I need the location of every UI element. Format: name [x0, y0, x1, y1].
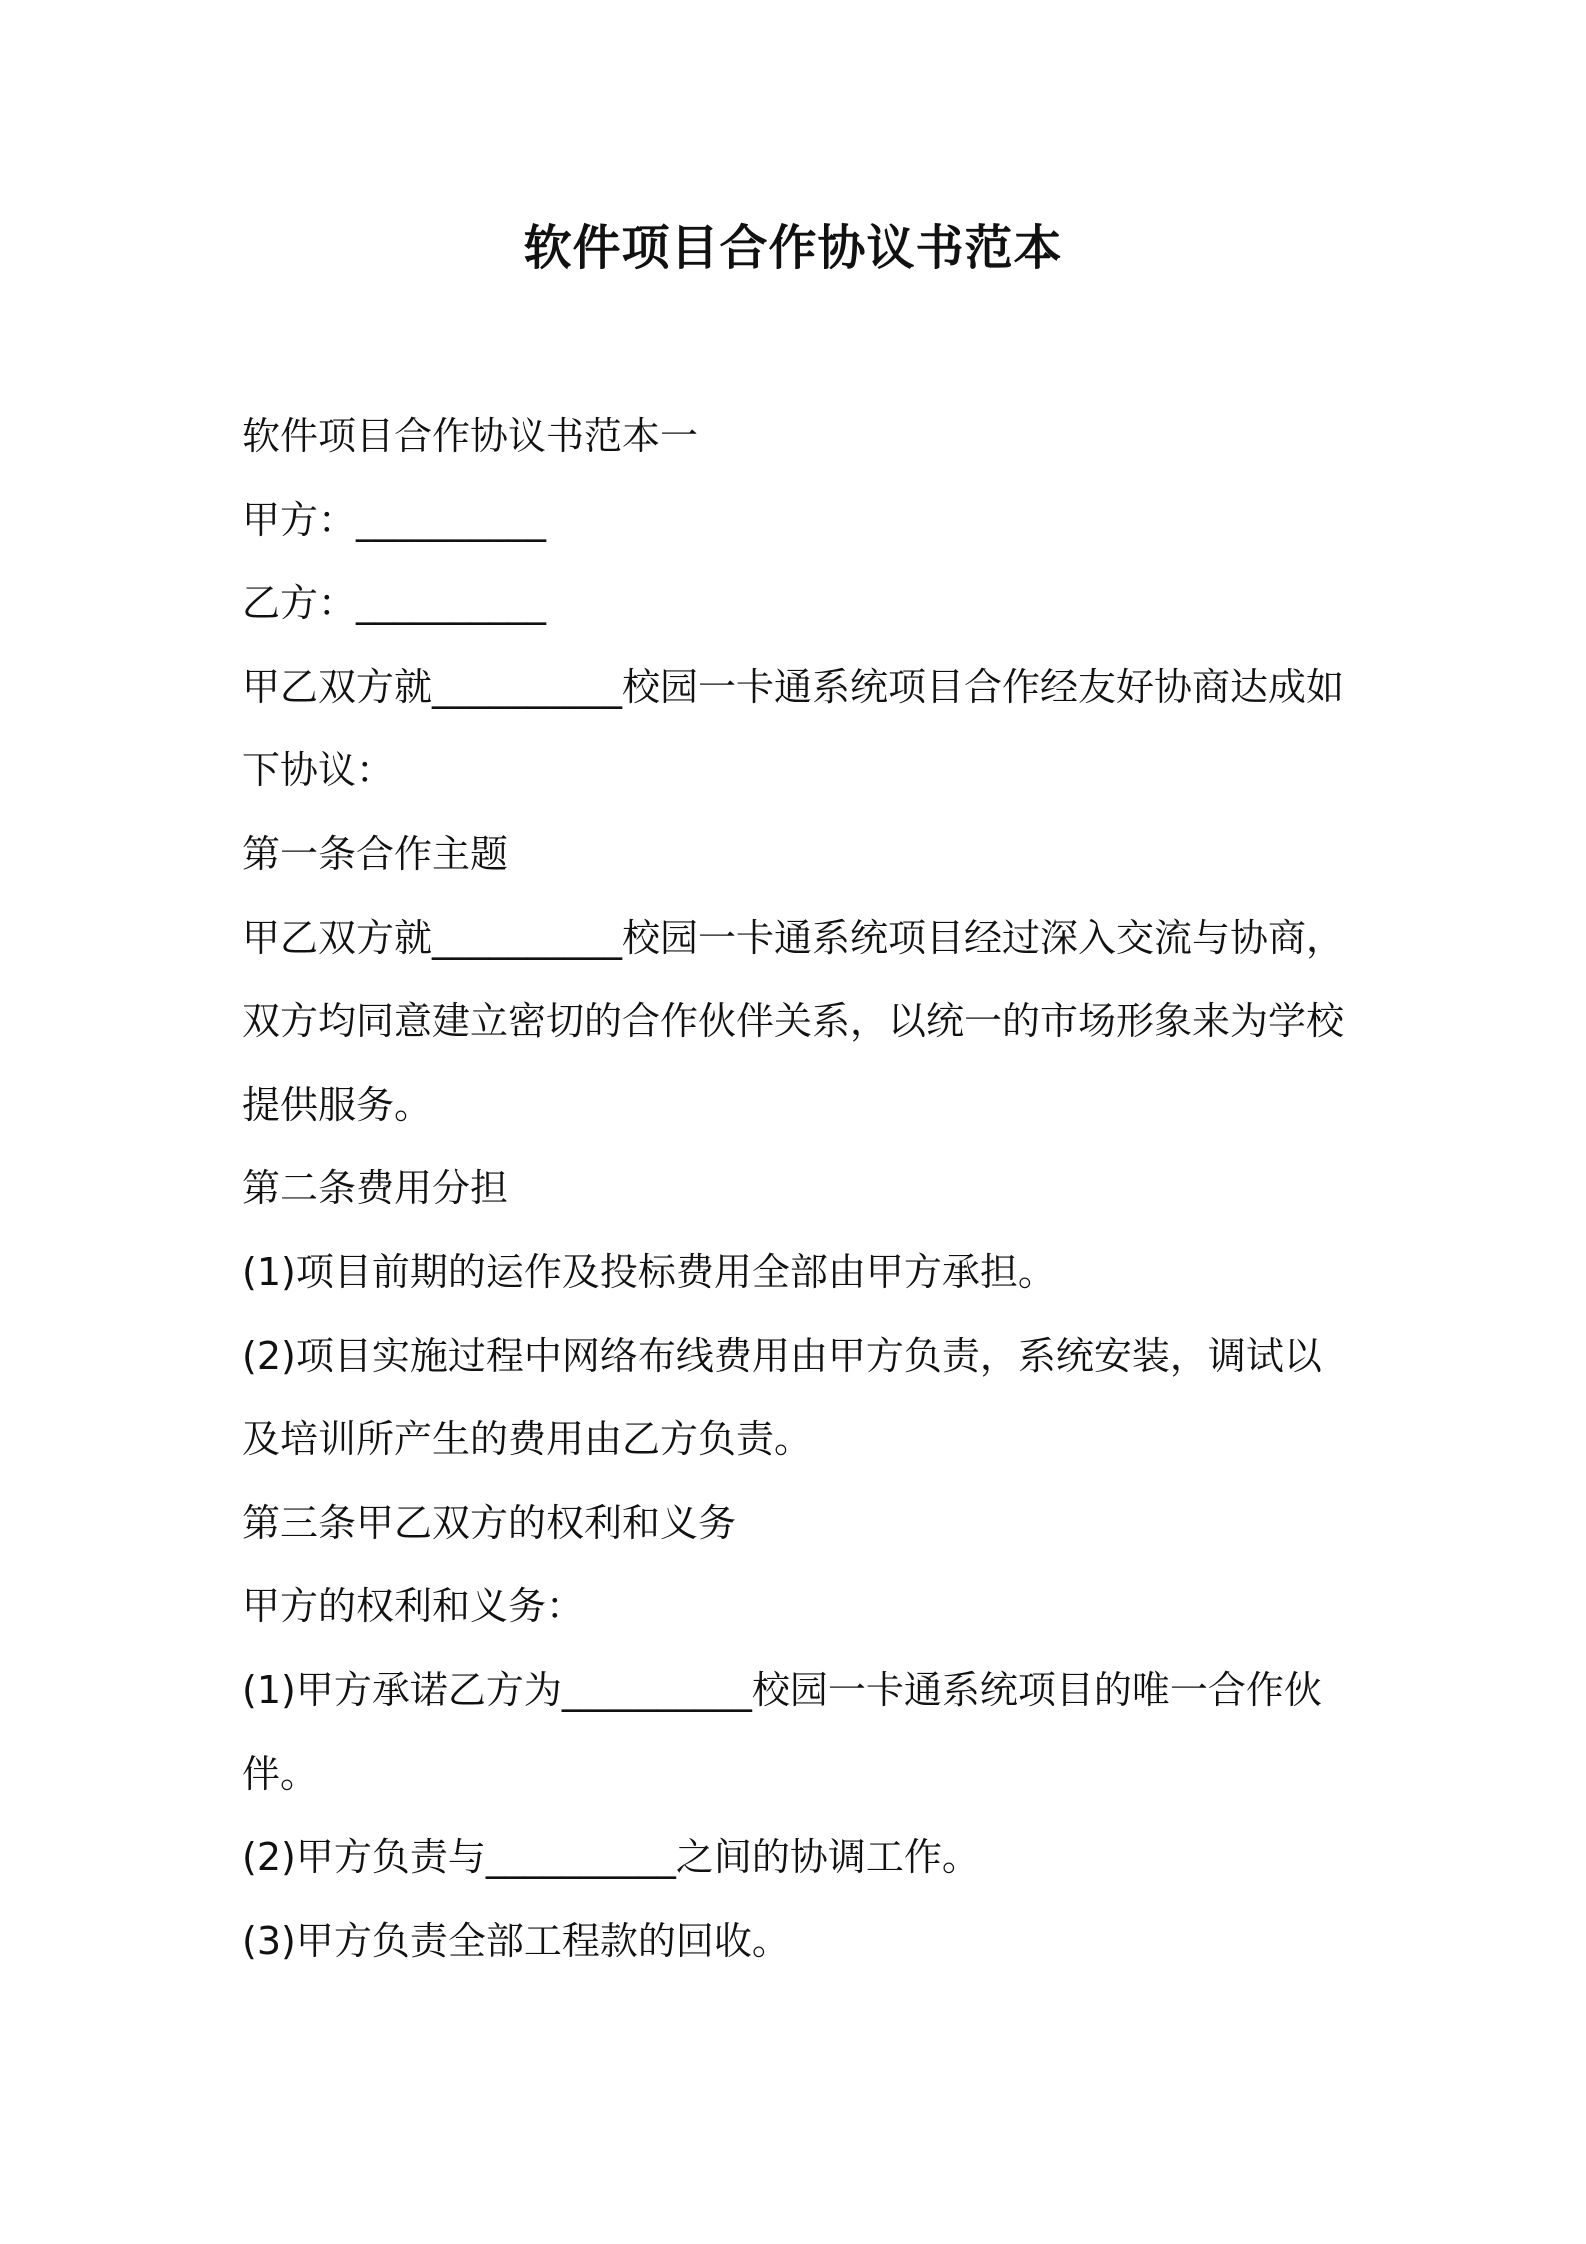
article-3-heading: 第三条甲乙双方的权利和义务: [242, 1500, 737, 1545]
article-2-heading: 第二条费用分担: [242, 1166, 509, 1211]
party-b-line: 乙方：__________: [242, 581, 547, 626]
section-heading: 软件项目合作协议书范本一: [242, 414, 699, 458]
document-title: 软件项目合作协议书范本: [523, 220, 1063, 276]
party-a-line: 甲方：__________: [242, 497, 547, 542]
intro-paragraph: 甲乙双方就__________校园一卡通系统项目合作经友好协商达成如下协议：: [242, 664, 1345, 793]
article-2-item-1: (1)项目前期的运作及投标费用全部由甲方承担。: [242, 1249, 1056, 1294]
article-1-heading: 第一条合作主题: [242, 831, 509, 876]
party-a-rights-heading: 甲方的权利和义务：: [242, 1584, 585, 1629]
party-a-item-2: (2)甲方负责与__________之间的协调工作。: [242, 1835, 980, 1880]
party-a-item-1: (1)甲方承诺乙方为__________校园一卡通系统项目的唯一合作伙伴。: [242, 1667, 1322, 1796]
article-2-item-2: (2)项目实施过程中网络布线费用由甲方负责，系统安装，调试以及培训所产生的费用由乙方负责。: [242, 1333, 1322, 1462]
article-1-paragraph: 甲乙双方就__________校园一卡通系统项目经过深入交流与协商，双方均同意建立密切的合作伙伴关系，以统一的市场形象来为学校提供服务。: [242, 915, 1345, 1127]
document-body: [242, 395, 1357, 1983]
party-a-item-3: (3)甲方负责全部工程款的回收。: [242, 1918, 790, 1963]
